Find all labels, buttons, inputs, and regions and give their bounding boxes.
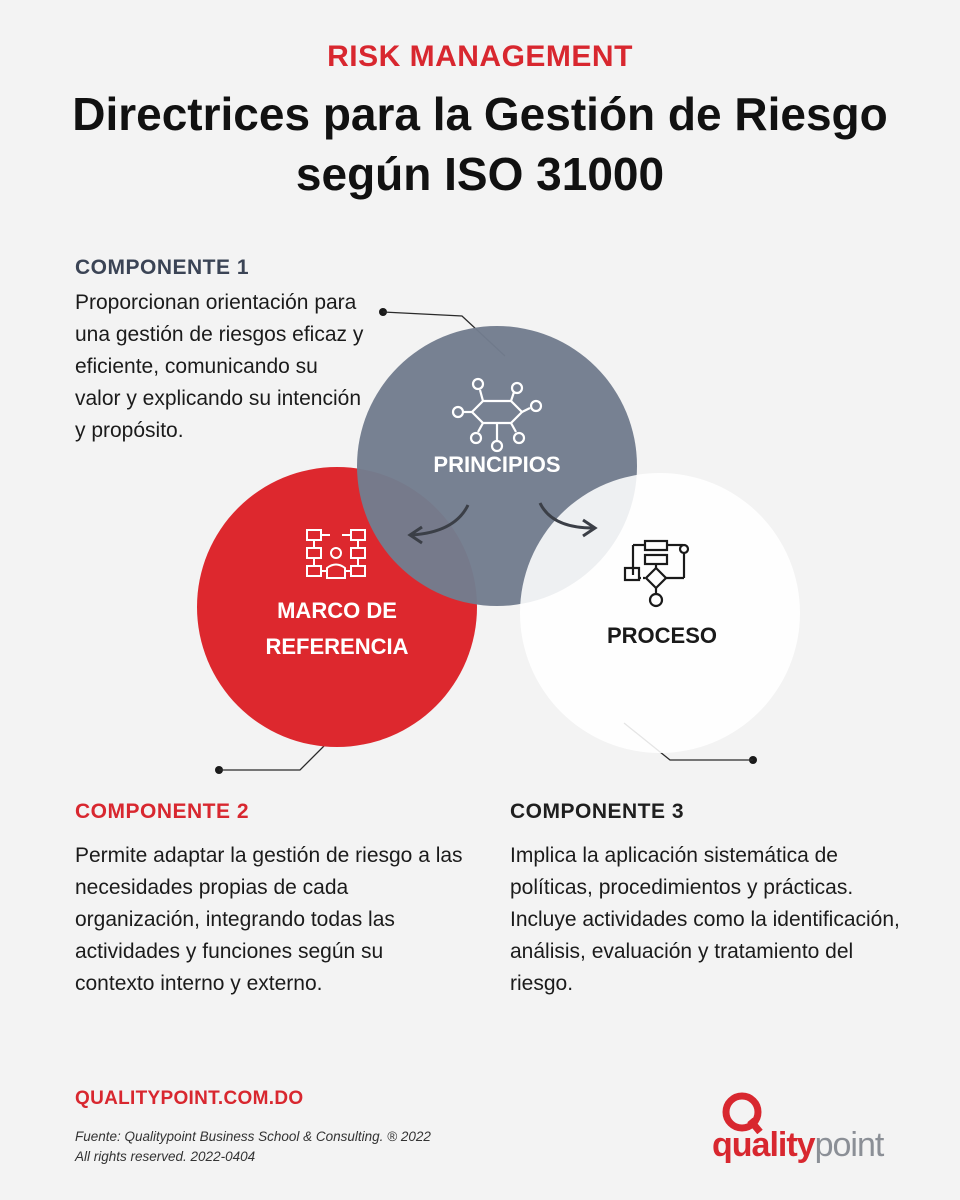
logo-wordmark: [712, 1126, 883, 1165]
component-2-heading: COMPONENTE 2: [75, 800, 250, 823]
logo-text-quality: quality: [712, 1126, 815, 1164]
website-link[interactable]: QUALITYPOINT.COM.DO: [75, 1088, 304, 1109]
component-3-text: Implica la aplicación sistemática de políticas, procedimientos y prácticas. Incluye actividades como la identificación, análisis, evaluación y tratamiento del riesgo.: [510, 844, 900, 995]
principios-label: PRINCIPIOS: [433, 452, 561, 477]
page-title: Directrices para la Gestión de Riesgo según ISO 31000: [72, 88, 888, 200]
source-note: [75, 1127, 495, 1167]
component-3-heading: COMPONENTE 3: [510, 800, 685, 823]
logo-text-point: point: [814, 1126, 884, 1164]
circle-proceso: [520, 473, 800, 753]
component-2-text: Permite adaptar la gestión de riesgo a las necesidades propias de cada organización, integrando todas las actividades y funciones según su contexto interno y externo.: [75, 844, 463, 995]
proceso-label: PROCESO: [606, 623, 718, 648]
qualitypoint-logo: [712, 1090, 892, 1170]
marco-label-line-1: MARCO DE: [277, 598, 397, 623]
source-line-1: Fuente: Qualitypoint Business School & Consulting. ® 2022: [75, 1129, 431, 1144]
marco-label-line-2: REFERENCIA: [265, 634, 409, 659]
component-1-heading: COMPONENTE 1: [75, 256, 250, 279]
source-line-2: All rights reserved. 2022-0404: [75, 1149, 256, 1164]
kicker-title: RISK MANAGEMENT: [327, 40, 633, 73]
component-1-text: Proporcionan orientación para una gestión de riesgos eficaz y eficiente, comunicando su valor y explicando su intención y propósito.: [75, 291, 364, 442]
